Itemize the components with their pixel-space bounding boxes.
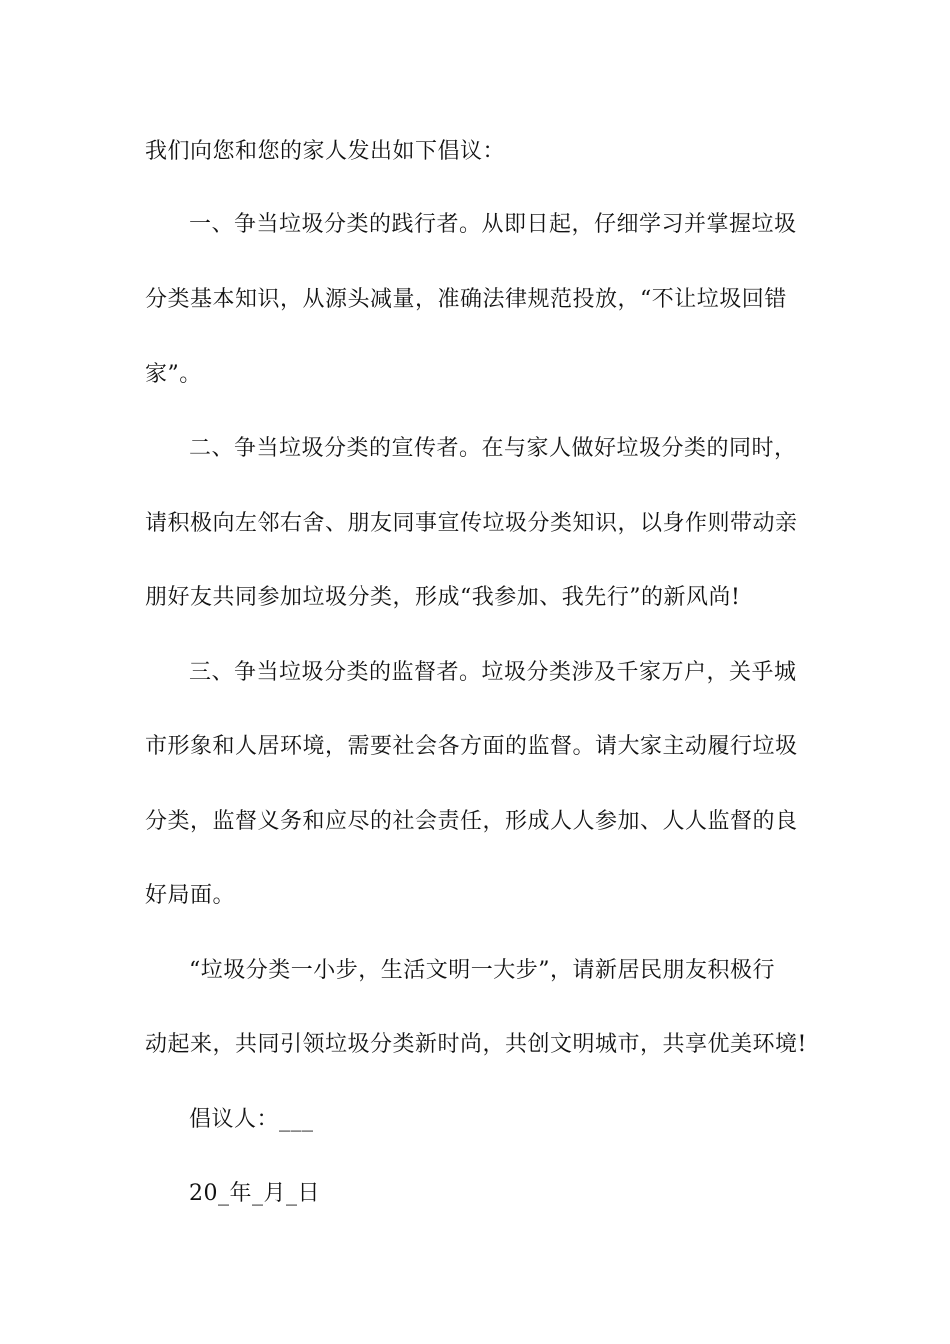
proposal-one-line-3: 家”。 [145,362,202,387]
closing-line-2: 动起来，共同引领垃圾分类新时尚，共创文明城市，共享优美环境! [145,1032,807,1057]
intro-line: 我们向您和您的家人发出如下倡议： [145,139,506,164]
proposal-three-line-1: 三、争当垃圾分类的监督者。垃圾分类涉及千家万户，关乎城 [189,660,797,685]
proposal-three-line-4: 好局面。 [145,883,236,908]
proposal-two-line-3: 朋好友共同参加垃圾分类，形成“我参加、我先行”的新风尚! [145,585,741,610]
proposal-three-line-2: 市形象和人居环境，需要社会各方面的监督。请大家主动履行垃圾 [145,734,798,759]
date-line: 20_年_月_日 [189,1181,320,1206]
closing-line-1: “垃圾分类一小步，生活文明一大步”，请新居民朋友积极行 [189,958,775,983]
proposal-three-line-3: 分类，监督义务和应尽的社会责任，形成人人参加、人人监督的良 [145,809,798,834]
proposal-two-line-2: 请积极向左邻右舍、朋友同事宣传垃圾分类知识，以身作则带动亲 [145,511,798,536]
proposal-one-line-1: 一、争当垃圾分类的践行者。从即日起，仔细学习并掌握垃圾 [189,212,797,237]
signature-line: 倡议人：___ [189,1107,314,1132]
proposal-one-line-2: 分类基本知识，从源头减量，准确法律规范投放，“不让垃圾回错 [145,287,787,312]
proposal-two-line-1: 二、争当垃圾分类的宣传者。在与家人做好垃圾分类的同时， [189,436,797,461]
